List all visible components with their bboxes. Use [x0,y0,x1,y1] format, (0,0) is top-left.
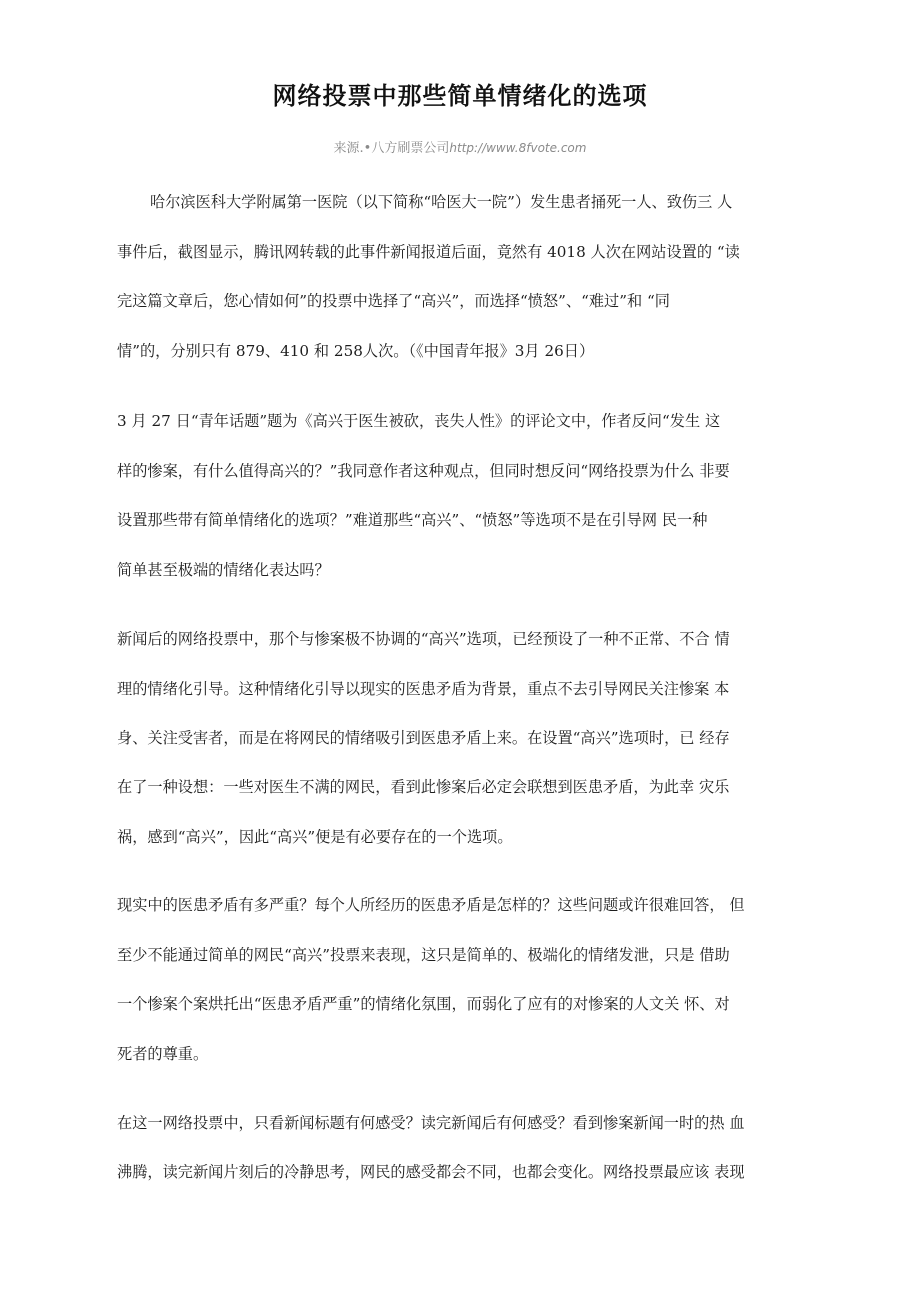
paragraph-line: 沸腾，读完新闻片刻后的冷静思考，网民的感受都会不同，也都会变化。网络投票最应该 表现 [117,1163,745,1181]
paragraph-line: 一个惨案个案烘托出“医患矛盾严重”的情绪化氛围，而弱化了应有的对惨案的人文关 怀、对 [117,995,730,1013]
paragraph-line: 设置那些带有简单情绪化的选项？”难道那些“高兴”、“愤怒”等选项不是在引导网 民一种 [117,511,708,529]
paragraph-line: 完这篇文章后，您心情如何”的投票中选择了“高兴”，而选择“愤怒”、“难过”和 “同 [117,292,670,310]
paragraph-line: 在了一种设想：一些对医生不满的网民，看到此惨案后必定会联想到医患矛盾，为此幸 灾乐 [117,778,730,796]
source-label: 来源.•八方刷票公司 [333,141,450,156]
paragraph-line: 理的情绪化引导。这种情绪化引导以现实的医患矛盾为背景，重点不去引导网民关注惨案 本 [117,680,730,698]
paragraph-line: 在这一网络投票中，只看新闻标题有何感受？读完新闻后有何感受？看到惨案新闻一时的热 血 [117,1114,745,1132]
paragraph-line: 至少不能通过简单的网民“高兴”投票来表现，这只是简单的、极端化的情绪发泄，只是 借助 [117,946,730,964]
paragraph-line: 事件后，截图显示，腾讯网转载的此事件新闻报道后面，竟然有 4018 人次在网站设置的 “读 [117,243,740,261]
paragraph-line: 身、关注受害者，而是在将网民的情绪吸引到医患矛盾上来。在设置“高兴”选项时，已 经存 [117,729,730,747]
paragraph-line: 简单甚至极端的情绪化表达吗？ [117,561,330,579]
paragraph-line: 情”的，分别只有 879、410 和 258人次。（《中国青年报》3月 26日） [117,342,595,360]
paragraph-line: 死者的尊重。 [117,1045,209,1063]
source-url: http://www.8fvote.com [449,141,587,155]
paragraph-line: 现实中的医患矛盾有多严重？每个人所经历的医患矛盾是怎样的？这些问题或许很难回答， 但 [117,896,745,914]
source-line [0,137,920,156]
paragraph-line: 新闻后的网络投票中，那个与惨案极不协调的“高兴”选项，已经预设了一种不正常、不合 情 [117,630,730,648]
page-title: 网络投票中那些简单情绪化的选项 [272,82,648,110]
paragraph-line: 样的惨案，有什么值得高兴的？”我同意作者这种观点，但同时想反问“网络投票为什么 非要 [117,462,730,480]
paragraph-line: 哈尔滨医科大学附属第一医院（以下简称“哈医大一院”）发生患者捅死一人、致伤三 人 [150,193,733,211]
paragraph-line: 3 月 27 日“青年话题”题为《高兴于医生被砍，丧失人性》的评论文中，作者反问“发生 这 [117,412,721,430]
paragraph-line: 祸，感到“高兴”，因此“高兴”便是有必要存在的一个选项。 [117,828,513,846]
